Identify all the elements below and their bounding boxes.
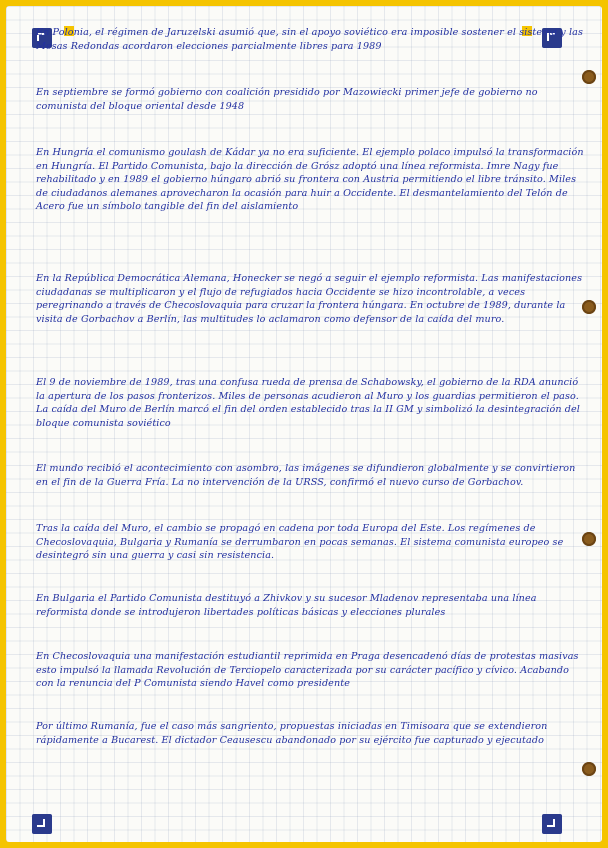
paragraph-septiembre: En septiembre se formó gobierno con coalición presidido por Mazowiecki primer jefe de gobierno no comunista del bloque oriental desde 1948 bbox=[36, 87, 538, 112]
paragraph-rda: En la República Democrática Alemana, Honecker se negó a seguir el ejemplo reformista. Las manifestaciones ciudadanas se multiplicaron y el flujo de refugiados hacia Occidente se hizo incontrolable, a veces peregrinando a través de Checoslovaquia para cruzar la frontera húngara. En octubre de 1989, durante la visita de Gorbachov a Berlín, las multitudes lo aclamaron como defensor de la caída del muro. bbox=[36, 273, 583, 325]
binder-hole bbox=[582, 762, 596, 776]
paragraph-polonia: En Polonia, el régimen de Jaruzelski asumió que, sin el apoyo soviético era imposible sostener el sistema y las Mesas Redondas acordaron elecciones parcialmente libres para 1989 bbox=[36, 27, 583, 52]
corner-mark-icon bbox=[542, 814, 562, 834]
binder-hole bbox=[582, 532, 596, 546]
binder-hole bbox=[582, 70, 596, 84]
binder-hole bbox=[582, 300, 596, 314]
paragraph-bulgaria: En Bulgaria el Partido Comunista destituyó a Zhivkov y su sucesor Mladenov representaba una línea reformista donde se introdujeron libertades políticas básicas y elecciones plurales bbox=[36, 593, 537, 618]
notebook-page bbox=[6, 6, 602, 842]
paragraph-hungria: En Hungría el comunismo goulash de Kádar ya no era suficiente. El ejemplo polaco impulsó la transformación en Hungría. El Partido Comunista, bajo la dirección de Grósz adoptó una línea reformista. Imre Nagy fue rehabilitado y en 1989 el gobierno húngaro abrió su frontera con Austria permitiendo el libre tránsito. Miles de ciudadanos alemanes aprovecharon la ocasión para huir a Occidente. El desmantelamiento del Telón de Acero fue un símbolo tangible del fin del aislamiento bbox=[36, 147, 584, 212]
paragraph-mundo: El mundo recibió el acontecimiento con asombro, las imágenes se difundieron globalmente y se convirtieron en el fin de la Guerra Fría. La no intervención de la URSS, confirmó el nuevo curso de Gorbachov. bbox=[36, 463, 576, 488]
paragraph-caida-muro: Tras la caída del Muro, el cambio se propagó en cadena por toda Europa del Este. Los regímenes de Checoslovaquia, Bulgaria y Rumanía se derrumbaron en pocas semanas. El sistema comunista europeo se desintegró sin una guerra y casi sin resistencia. bbox=[36, 523, 564, 561]
corner-mark-icon bbox=[32, 814, 52, 834]
paragraph-checoslovaquia: En Checoslovaquia una manifestación estudiantil reprimida en Praga desencadenó días de protestas masivas esto impulsó la llamada Revolución de Terciopelo caracterizada por su carácter pacífico y cívico. Acabando con la renuncia del P Comunista siendo Havel como presidente bbox=[36, 651, 579, 689]
paragraph-9-noviembre: El 9 de noviembre de 1989, tras una confusa rueda de prensa de Schabowsky, el gobierno de la RDA anunció la apertura de los pasos fronterizos. Miles de personas acudieron al Muro y los guardias permitieron el paso. La caída del Muro de Berlín marcó el fin del orden establecido tras la II GM y simbolizó la desintegración del bloque comunista soviético bbox=[36, 377, 580, 429]
paragraph-rumania: Por último Rumanía, fue el caso más sangriento, propuestas iniciadas en Timisoara que se extendieron rápidamente a Bucarest. El dictador Ceausescu abandonado por su ejército fue capturado y ejecutado bbox=[36, 721, 548, 746]
